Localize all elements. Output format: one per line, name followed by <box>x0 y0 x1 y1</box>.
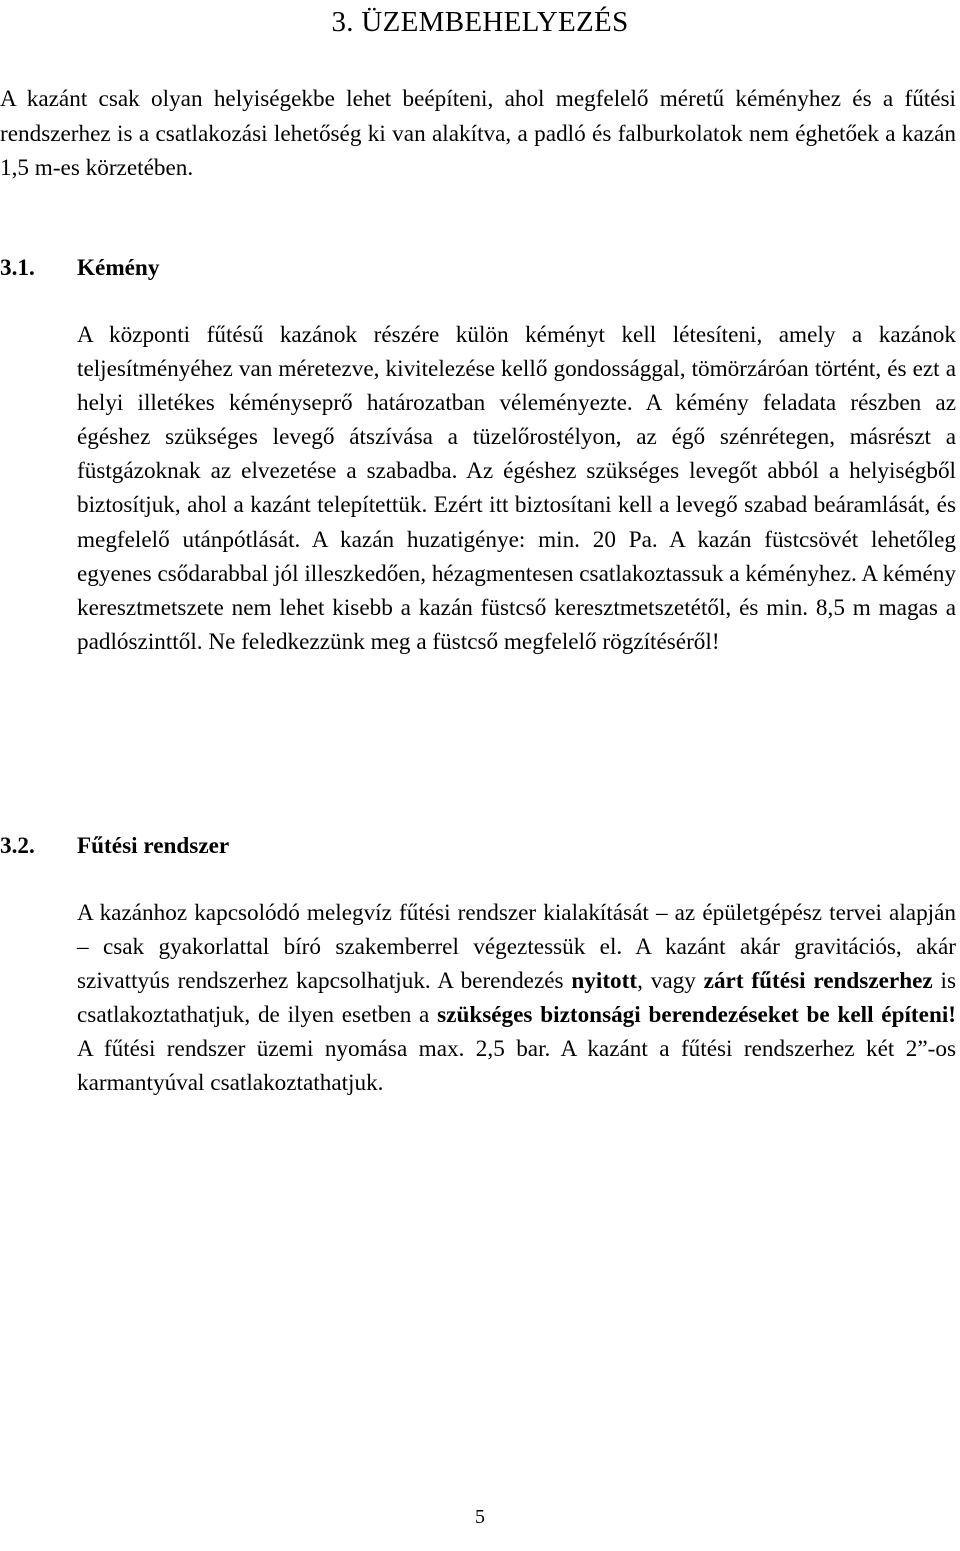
emphasis-open-system: nyitott <box>571 968 638 995</box>
section-heading-heating-system <box>0 829 229 863</box>
text-segment: A kazánhoz kapcsolódó melegvíz fűtési rendszer kialakítását – az épületgépész tervei alapján – csak gyakorlattal bíró szakemberrel végeztessük el. A kazánt akár gravitációs, akár szivattyús rendszerhez kapcsolhatjuk. A berendezés <box>77 900 956 995</box>
intro-paragraph: A kazánt csak olyan helyiségekbe lehet beépíteni, ahol megfelelő méretű kéményhez és a fűtési rendszerhez is a csatlakozási lehetőség ki van alakítva, a padló és falburkolatok nem éghetőek a kazán 1,5 m-es körzetében. <box>0 86 956 181</box>
section-title: Kémény <box>77 255 160 281</box>
emphasis-closed-system: zárt fűtési rendszerhez <box>703 968 933 995</box>
heating-system-paragraph <box>77 896 956 1101</box>
chimney-paragraph: A központi fűtésű kazánok részére külön kéményt kell létesíteni, amely a kazánok teljesítményéhez van méretezve, kivitelezése kellő gondossággal, tömörzáróan történt, és ezt a helyi illetékes kéményseprő határozatban véleményezte. A kémény feladata részben az égéshez szükséges levegő átszívása a tüzelőrostélyon, az égő szénrétegen, másrészt a füstgázoknak az elvezetése a szabadba. Az égéshez szükséges levegőt abból a helyiségből biztosítjuk, ahol a kazánt telepítettük. Ezért itt biztosítani kell a levegő szabad beáramlását, és megfelelő utánpótlását. A kazán huzatigénye: min. 20 Pa. A kazán füstcsövét lehetőleg egyenes csődarabbal jól illeszkedően, hézagmentesen csatlakoztassuk a kéményhez. A kémény keresztmetszete nem lehet kisebb a kazán füstcső keresztmetszetétől, és min. 8,5 m magas a padlószinttől. Ne feledkezzünk meg a füstcső megfelelő rögzítéséről! <box>77 322 956 655</box>
page-title: 3. ÜZEMBEHELYEZÉS <box>331 6 629 38</box>
section-number: 3.1. <box>0 255 35 281</box>
page-number: 5 <box>475 1506 485 1528</box>
emphasis-safety-equipment: szükséges biztonsági berendezéseket be kell építeni! <box>437 1002 957 1029</box>
text-segment: , vagy <box>637 968 704 995</box>
section-number: 3.2. <box>0 833 35 859</box>
section-title: Fűtési rendszer <box>77 833 230 859</box>
section-heading-chimney <box>0 251 159 285</box>
text-segment: is csatlakoztathatjuk, de ilyen esetben a <box>77 968 956 1029</box>
text-segment: A fűtési rendszer üzemi nyomása max. 2,5 bar. A kazánt a fűtési rendszerhez két 2”-os karmantyúval csatlakoztathatjuk. <box>77 1036 956 1097</box>
